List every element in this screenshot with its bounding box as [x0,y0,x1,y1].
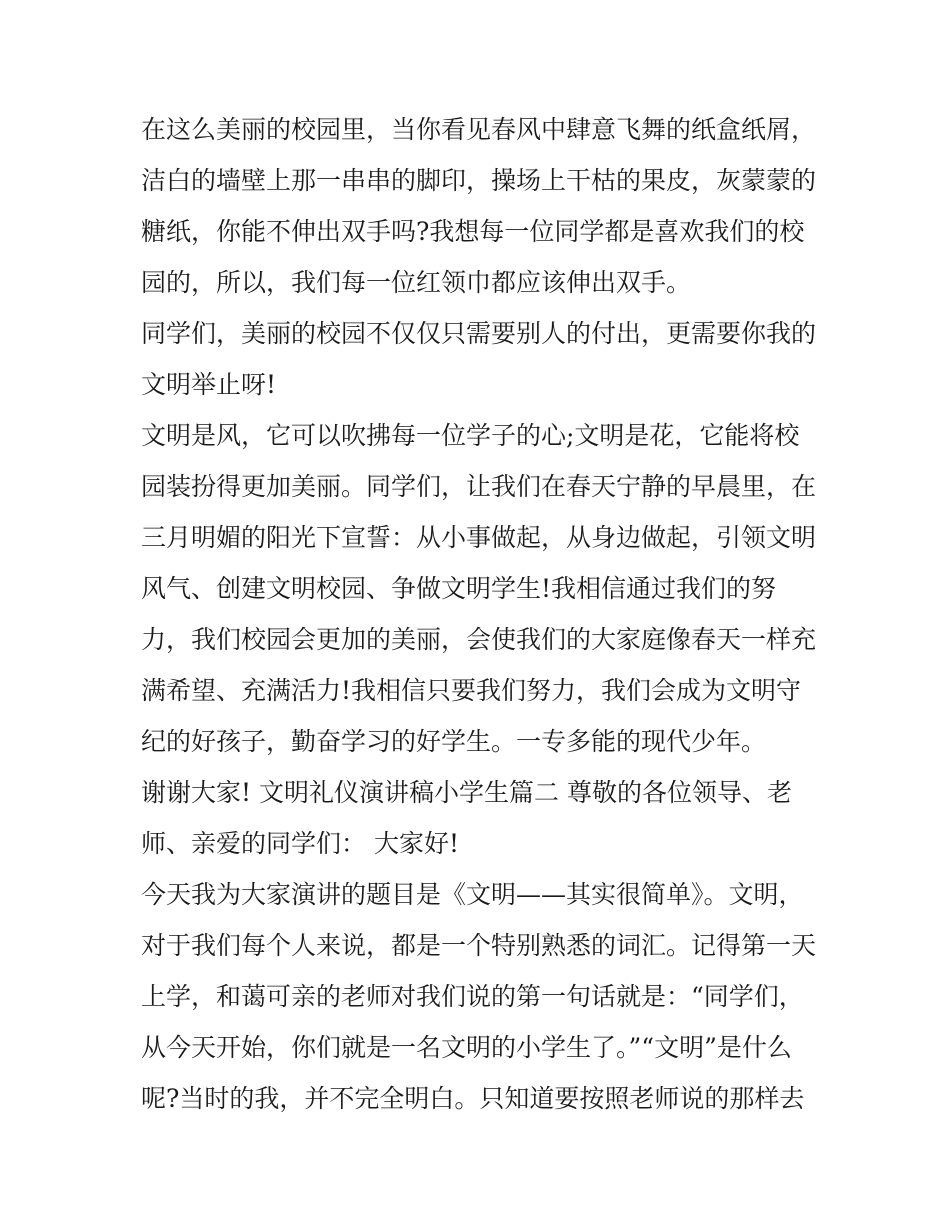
text-line: 满希望、充满活力!我相信只要我们努力，我们会成为文明守 [141,676,802,705]
text-line: 从今天开始，你们就是一名文明的小学生了。”“文明”是什么 [141,1033,792,1062]
text-line: 园装扮得更加美丽。同学们，让我们在春天宁静的早晨里，在 [141,472,817,501]
document-body [141,104,821,1124]
text-line: 对于我们每个人来说，都是一个特别熟悉的词汇。记得第一天 [141,931,817,960]
text-line: 纪的好孩子，勤奋学习的好学生。一专多能的现代少年。 [141,727,767,756]
text-line: 呢?当时的我，并不完全明白。只知道要按照老师说的那样去 [141,1084,805,1113]
text-line: 文明举止呀! [141,370,277,399]
text-line: 糖纸，你能不伸出双手吗?我想每一位同学都是喜欢我们的校 [141,217,805,246]
text-line: 谢谢大家! 文明礼仪演讲稿小学生篇二 尊敬的各位领导、老 [141,778,792,807]
text-line: 园的，所以，我们每一位红领巾都应该伸出双手。 [141,268,692,297]
text-line: 今天我为大家演讲的题目是《文明——其实很简单》。文明， [141,880,804,909]
text-line: 同学们，美丽的校园不仅仅只需要别人的付出，更需要你我的 [141,319,817,348]
text-line: 文明是风，它可以吹拂每一位学子的心;文明是花，它能将校 [141,421,800,450]
text-line: 在这么美丽的校园里，当你看见春风中肆意飞舞的纸盒纸屑， [141,115,817,144]
text-line: 洁白的墙壁上那一串串的脚印，操场上干枯的果皮，灰蒙蒙的 [141,166,817,195]
text-line: 风气、创建文明校园、争做文明学生!我相信通过我们的努 [141,574,777,603]
text-line: 力，我们校园会更加的美丽，会使我们的大家庭像春天一样充 [141,625,817,654]
text-line: 师、亲爱的同学们： 大家好! [141,829,459,858]
text-line: 三月明媚的阳光下宣誓：从小事做起，从身边做起，引领文明 [141,523,817,552]
text-line: 上学，和蔼可亲的老师对我们说的第一句话就是：“同学们， [141,982,804,1011]
